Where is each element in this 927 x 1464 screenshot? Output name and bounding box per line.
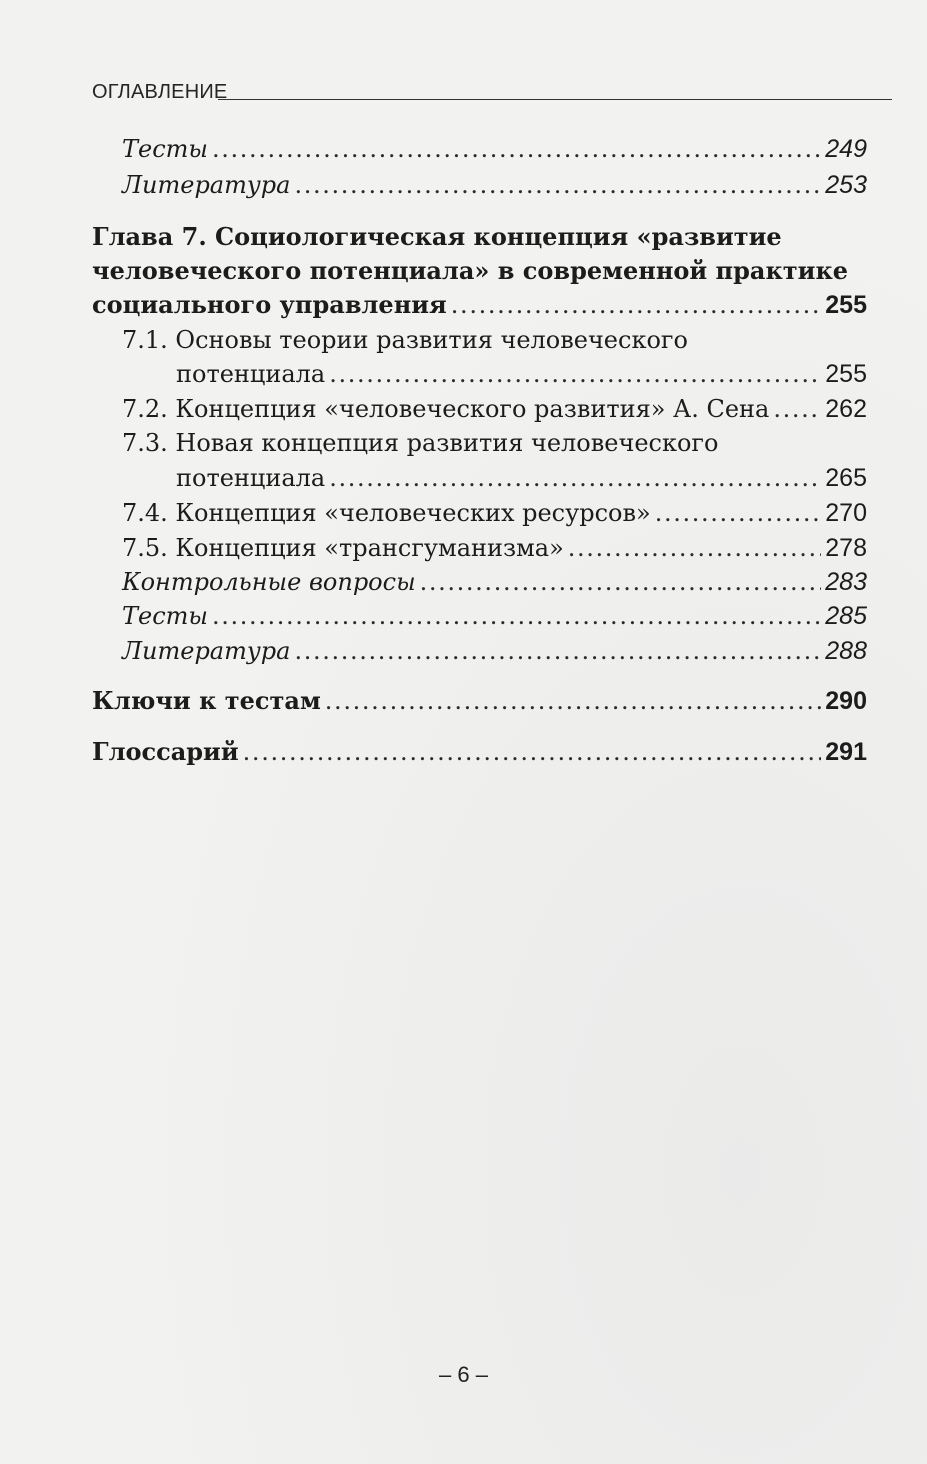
toc-entry-glossary: Глоссарий . . . 291 [92, 737, 867, 767]
dot-leader [243, 737, 822, 767]
page-num: 283 [825, 568, 867, 596]
page-num: 265 [825, 464, 867, 492]
page-number: – 6 – [439, 1362, 488, 1387]
page-num: 253 [825, 171, 867, 199]
dot-leader [294, 170, 821, 200]
toc-entry-literature-ch7: Литература . . . 288 [122, 636, 867, 666]
toc-entry-tests-ch7: Тесты . . . 285 [122, 601, 867, 631]
dot-leader [329, 463, 821, 493]
section-7-3-line1: 7.3. Новая концепция развития человеческого [122, 429, 719, 457]
toc-entry-control-questions: Контрольные вопросы . . . 283 [122, 567, 867, 597]
dot-leader [212, 134, 821, 164]
dot-leader [451, 290, 821, 320]
page-num: 270 [825, 499, 867, 527]
dot-leader [329, 359, 821, 389]
page-num: 285 [825, 602, 867, 630]
running-head: ОГЛАВЛЕНИЕ [92, 81, 228, 103]
toc-entry-7-3: потенциала . . . 265 [176, 463, 867, 493]
dot-leader [420, 567, 822, 597]
page-num: 255 [825, 291, 867, 319]
dot-leader [212, 601, 821, 631]
page-num: 255 [825, 360, 867, 388]
toc-entry-test-keys: Ключи к тестам . . . 290 [92, 686, 867, 716]
page-num: 249 [825, 135, 867, 163]
toc-entry-chapter-7: социального управления . . . 255 [92, 290, 867, 320]
page-num: 291 [825, 738, 867, 766]
toc-entry-tests-ch6: Тесты . . . 249 [122, 134, 867, 164]
page-num: 288 [825, 637, 867, 665]
toc-entry-7-1: потенциала . . . 255 [176, 359, 867, 389]
toc-entry-7-2: 7.2. Концепция «человеческого развития» А. Сена . . . 262 [122, 394, 867, 424]
header-rule [218, 99, 892, 100]
toc-entry-literature-ch6: Литература . . . 253 [122, 170, 867, 200]
dot-leader [655, 498, 822, 528]
page-num: 290 [825, 687, 867, 715]
page-num: 278 [825, 534, 867, 562]
dot-leader [773, 394, 821, 424]
section-7-1-line1: 7.1. Основы теории развития человеческого [122, 326, 688, 354]
dot-leader [325, 686, 821, 716]
dot-leader [294, 636, 821, 666]
toc-entry-7-5: 7.5. Концепция «трансгуманизма» . . . 278 [122, 533, 867, 563]
chapter-7-title-line1: Глава 7. Социологическая концепция «развитие [92, 222, 782, 251]
dot-leader [568, 533, 822, 563]
chapter-7-title-line2: человеческого потенциала» в современной практике [92, 256, 849, 285]
toc-entry-7-4: 7.4. Концепция «человеческих ресурсов» . . . 270 [122, 498, 867, 528]
page-num: 262 [825, 395, 867, 423]
page-header [92, 80, 892, 104]
